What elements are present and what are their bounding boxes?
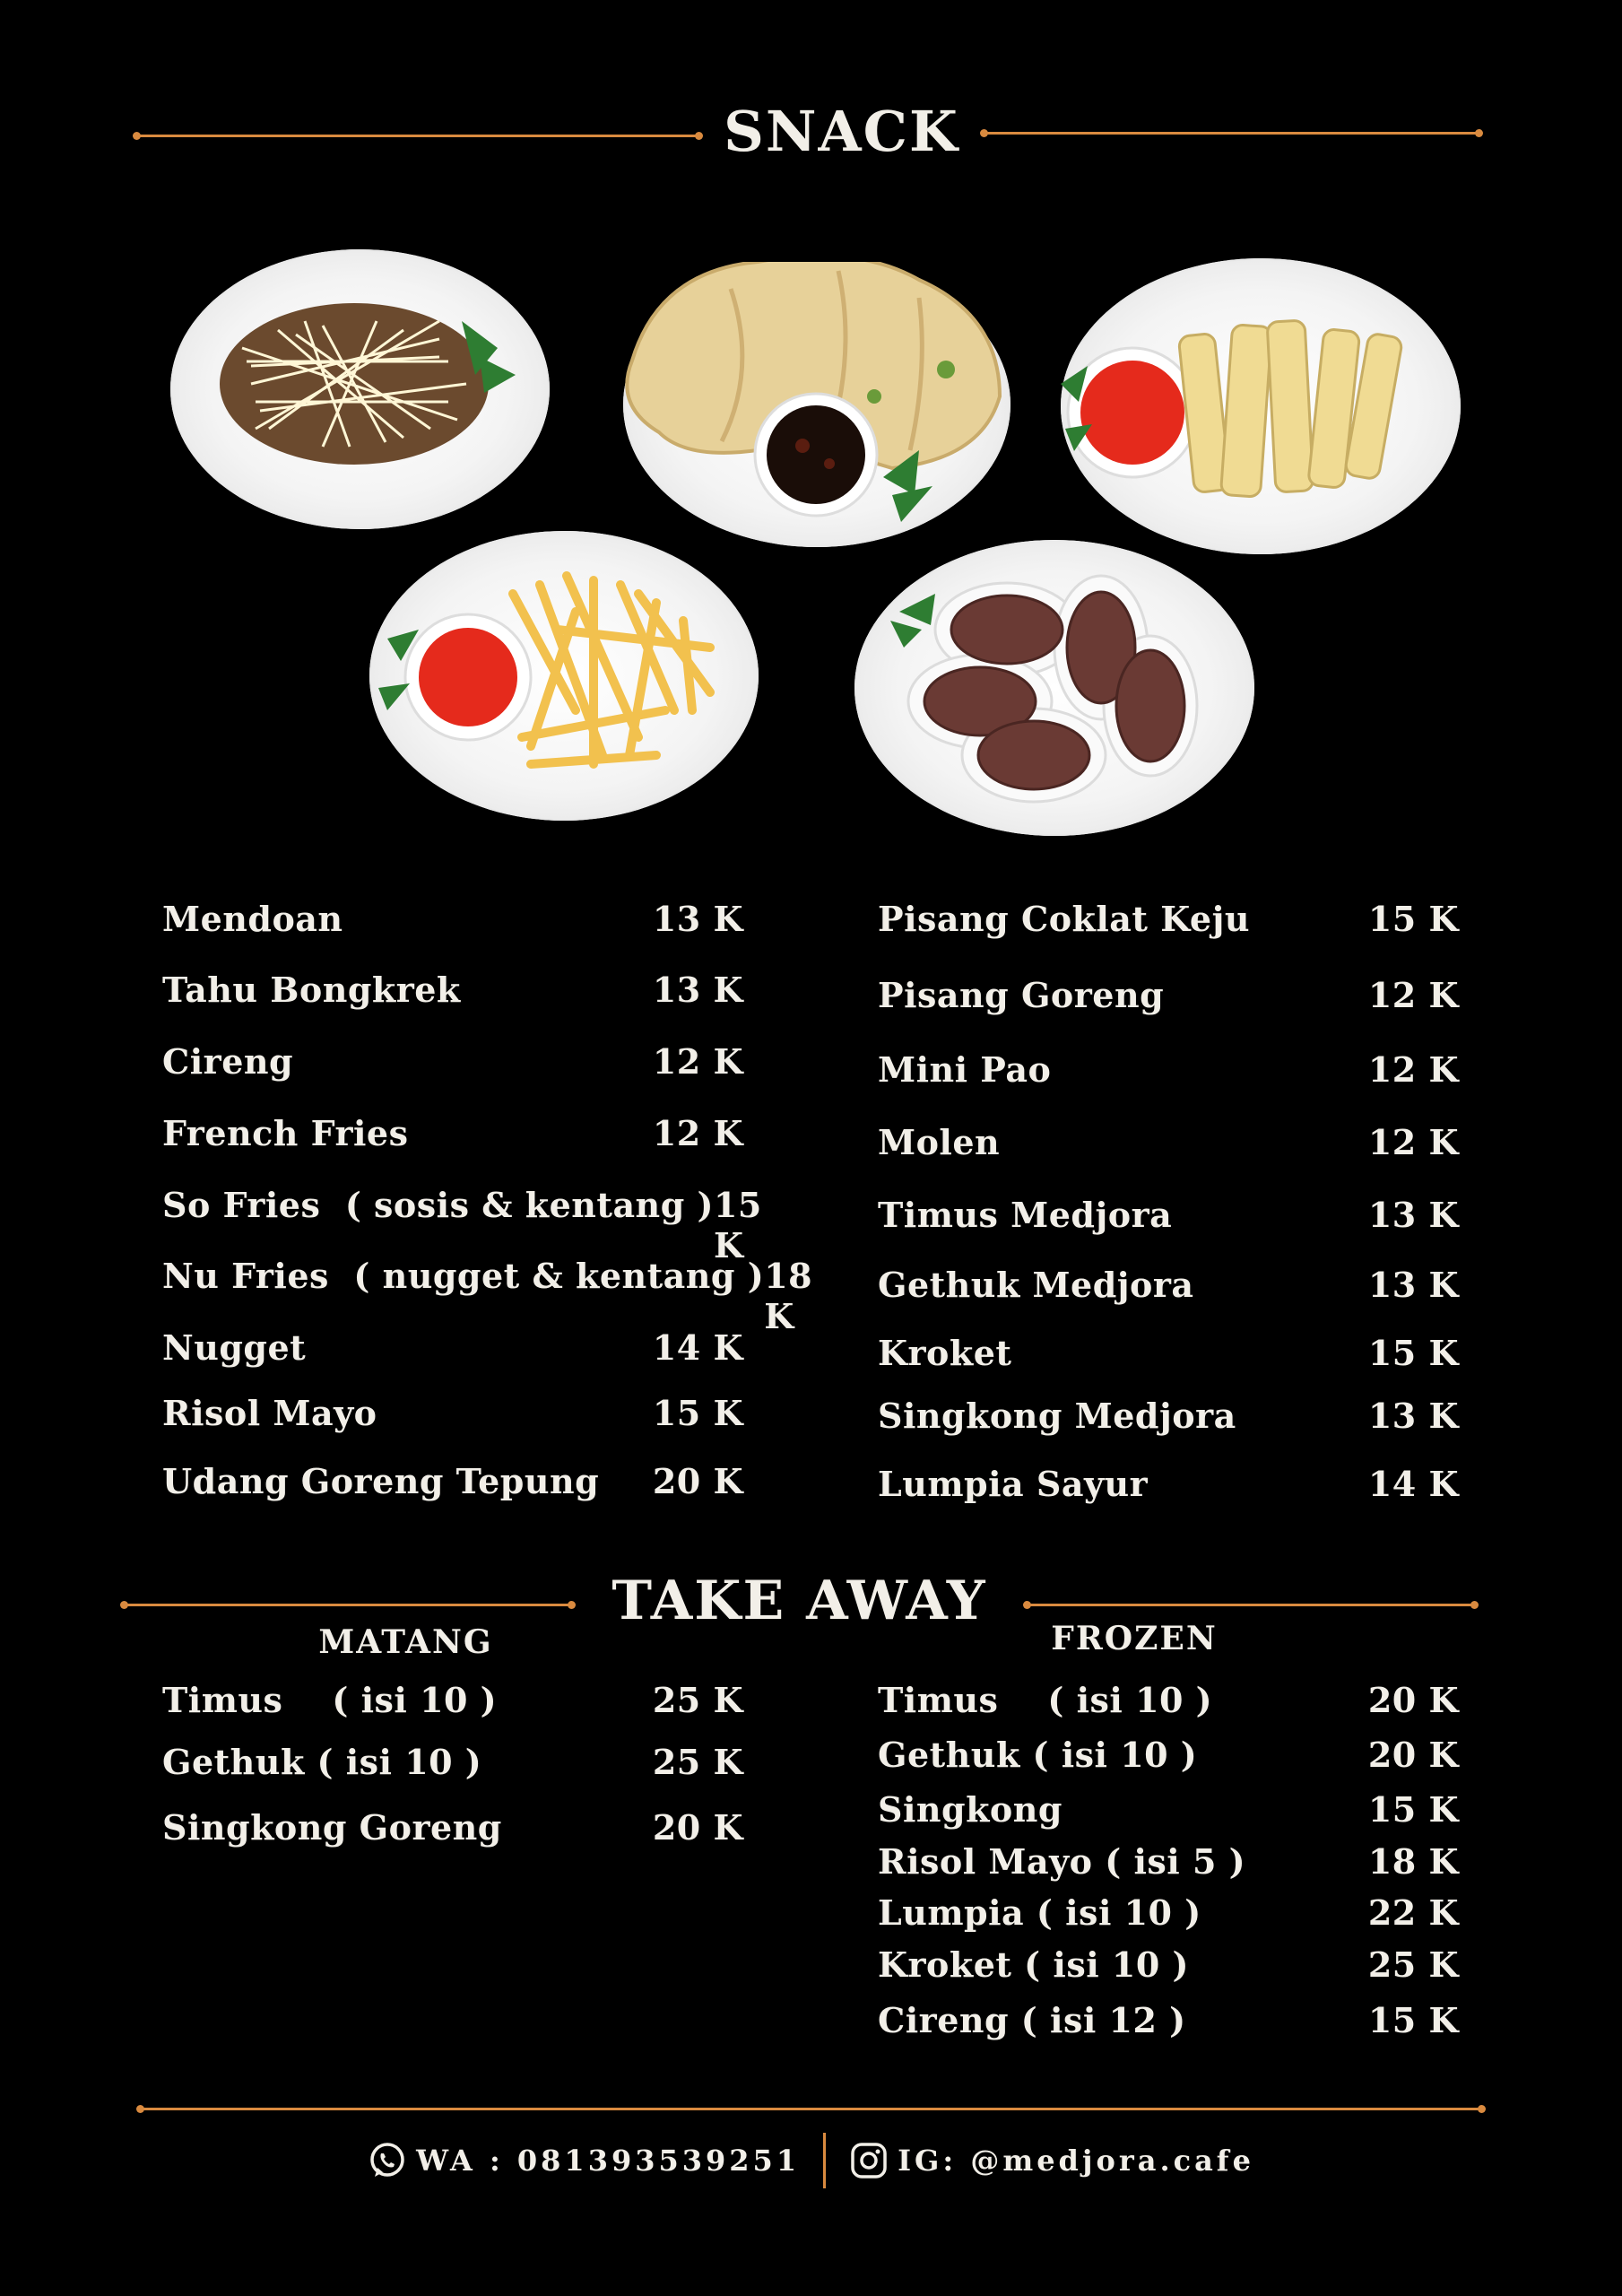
item-name: Singkong Goreng: [162, 1807, 502, 1848]
item-name: Mini Pao: [878, 1049, 1052, 1090]
section-title-take-away: TAKE AWAY: [612, 1570, 987, 1632]
menu-item: [878, 1464, 1459, 1504]
food-plate-pisang-coklat-keju: [170, 249, 550, 529]
food-plate-mendoan: [623, 262, 1010, 547]
cheese-banana-image: [170, 249, 550, 529]
item-name: Udang Goreng Tepung: [162, 1461, 600, 1501]
item-price: 20 K: [1367, 1735, 1459, 1775]
section-title-snack: SNACK: [724, 99, 959, 164]
subheading-matang: MATANG: [318, 1623, 493, 1661]
menu-item: [878, 1333, 1459, 1373]
item-name: Risol Mayo ( isi 5 ): [878, 1841, 1246, 1882]
menu-item: [878, 2000, 1459, 2040]
item-name: Cireng: [162, 1041, 294, 1082]
menu-item: [878, 1396, 1459, 1436]
item-price: 20 K: [1367, 1680, 1459, 1720]
item-price: 12 K: [652, 1041, 743, 1082]
footer-separator: [823, 2133, 826, 2188]
item-price: 20 K: [652, 1807, 743, 1848]
item-name: Mendoan: [162, 899, 343, 939]
item-price: 13 K: [1367, 1265, 1459, 1305]
food-plate-french-fries: [369, 531, 759, 821]
menu-item: [162, 1461, 743, 1501]
item-name: Singkong: [878, 1789, 1063, 1830]
subheading-frozen: FROZEN: [1051, 1620, 1218, 1657]
food-plate-singkong: [1061, 258, 1461, 554]
menu-item: [162, 1113, 743, 1153]
menu-item: [878, 975, 1459, 1015]
item-name: Kroket: [878, 1333, 1012, 1373]
item-price: 15 K: [1367, 2000, 1459, 2040]
mendoan-image: [623, 262, 1010, 547]
divider-line: [124, 1604, 572, 1606]
item-name: French Fries: [162, 1113, 409, 1153]
item-price: 15 K: [1367, 1789, 1459, 1830]
menu-item: [162, 899, 743, 939]
menu-item: [878, 1735, 1459, 1775]
instagram-icon: [849, 2141, 889, 2180]
cassava-image: [1061, 258, 1461, 554]
item-price: 15 K: [713, 1185, 762, 1265]
menu-item: [162, 1185, 762, 1265]
item-name: Risol Mayo: [162, 1393, 377, 1433]
menu-item: [878, 1122, 1459, 1162]
menu-item: [162, 1393, 743, 1433]
menu-item: [162, 1256, 813, 1336]
menu-item: [878, 1944, 1459, 1985]
whatsapp-icon: [368, 2141, 407, 2180]
whatsapp-contact[interactable]: [368, 2141, 800, 2180]
menu-item: [878, 1789, 1459, 1830]
menu-item: [878, 1195, 1459, 1235]
item-name: Nu Fries ( nugget & kentang ): [162, 1256, 765, 1296]
item-name: Lumpia ( isi 10 ): [878, 1892, 1201, 1933]
menu-item: [162, 1327, 743, 1368]
item-price: 15 K: [1367, 1333, 1459, 1373]
item-price: 12 K: [1367, 1049, 1459, 1090]
item-name: Molen: [878, 1122, 1001, 1162]
item-name: Timus ( isi 10 ): [162, 1680, 498, 1720]
menu-item: [878, 1680, 1459, 1720]
menu-item: [162, 1041, 743, 1082]
menu-item: [878, 1265, 1459, 1305]
instagram-handle: IG: @medjora.cafe: [898, 2144, 1254, 2178]
item-name: Lumpia Sayur: [878, 1464, 1149, 1504]
timus-image: [854, 540, 1254, 836]
whatsapp-number: WA : 081393539251: [416, 2144, 801, 2178]
divider-line: [136, 135, 699, 137]
item-price: 25 K: [1367, 1944, 1459, 1985]
french-fries-image: [369, 531, 759, 821]
item-price: 15 K: [652, 1393, 743, 1433]
item-name: Timus Medjora: [878, 1195, 1173, 1235]
menu-item: [162, 970, 743, 1010]
item-price: 14 K: [1367, 1464, 1459, 1504]
item-price: 12 K: [652, 1113, 743, 1153]
item-name: Nugget: [162, 1327, 307, 1368]
divider-line: [1027, 1604, 1475, 1606]
item-price: 14 K: [652, 1327, 743, 1368]
item-price: 13 K: [1367, 1396, 1459, 1436]
item-name: Singkong Medjora: [878, 1396, 1236, 1436]
item-name: Kroket ( isi 10 ): [878, 1944, 1189, 1985]
item-price: 25 K: [652, 1742, 743, 1782]
item-price: 13 K: [652, 899, 743, 939]
divider-line: [140, 2108, 1482, 2110]
menu-item: [162, 1807, 743, 1848]
contact-footer: [0, 2133, 1622, 2188]
divider-line: [984, 132, 1479, 135]
item-name: Cireng ( isi 12 ): [878, 2000, 1186, 2040]
item-price: 12 K: [1367, 975, 1459, 1015]
item-name: Timus ( isi 10 ): [878, 1680, 1213, 1720]
item-price: 22 K: [1367, 1892, 1459, 1933]
menu-item: [878, 899, 1459, 939]
menu-item: [162, 1680, 743, 1720]
menu-item: [878, 1049, 1459, 1090]
item-price: 12 K: [1367, 1122, 1459, 1162]
item-price: 13 K: [652, 970, 743, 1010]
item-name: Pisang Goreng: [878, 975, 1165, 1015]
item-name: So Fries ( sosis & kentang ): [162, 1185, 714, 1225]
item-name: Gethuk Medjora: [878, 1265, 1194, 1305]
menu-item: [878, 1841, 1459, 1882]
item-name: Pisang Coklat Keju: [878, 899, 1250, 939]
menu-item: [162, 1742, 743, 1782]
item-price: 18 K: [764, 1256, 813, 1336]
item-name: Gethuk ( isi 10 ): [162, 1742, 482, 1782]
menu-item: [878, 1892, 1459, 1933]
instagram-contact[interactable]: [849, 2141, 1254, 2180]
food-plate-timus: [854, 540, 1254, 836]
item-name: Tahu Bongkrek: [162, 970, 461, 1010]
item-price: 15 K: [1367, 899, 1459, 939]
item-price: 18 K: [1367, 1841, 1459, 1882]
item-price: 25 K: [652, 1680, 743, 1720]
item-name: Gethuk ( isi 10 ): [878, 1735, 1198, 1775]
item-price: 20 K: [652, 1461, 743, 1501]
item-price: 13 K: [1367, 1195, 1459, 1235]
